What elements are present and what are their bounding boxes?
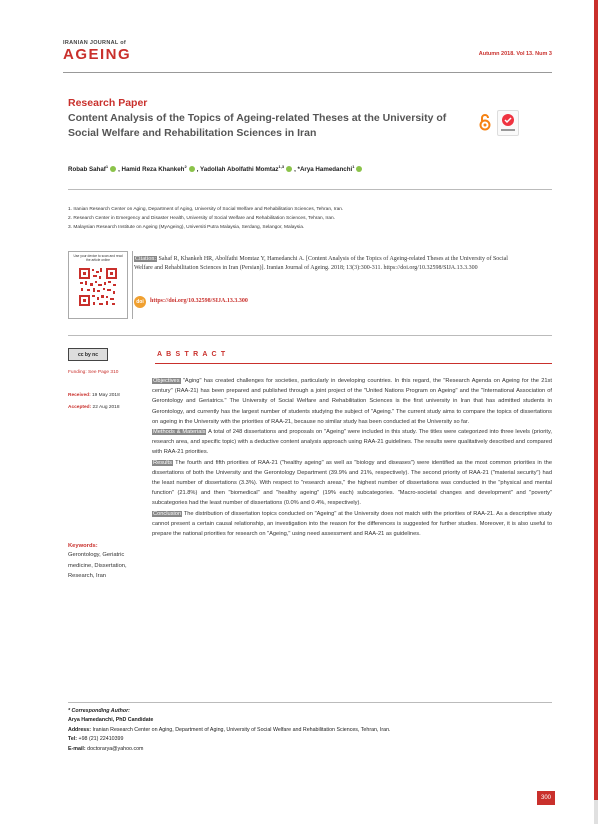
orcid-icon[interactable]	[189, 166, 195, 172]
cc-license-badge[interactable]: cc by nc	[68, 348, 108, 361]
header-divider	[63, 72, 552, 73]
divider	[68, 702, 552, 703]
qr-caption: Use your device to scan and read the article online	[73, 254, 123, 262]
open-access-icon	[478, 113, 492, 131]
accepted-date: Accepted: 22 Aug 2018	[68, 405, 120, 410]
citation-text: Citation: Sahaf R, Khankeh HR, Abolfathi Momtaz Y, Hamedanchi A. [Content Analysis of the Topics of Ageing-related Theses at the University of Social Welfare and Rehabilitation Sciences in Iran (Persian)]. Iranian Journal of Ageing. 2018; 13(3):300-311. https://doi.org/10.32598/SIJA.13.3.300	[134, 256, 508, 271]
received-date: Received: 19 May 2018	[68, 393, 120, 398]
doi-icon: doi	[134, 296, 146, 308]
section-label: Methods & Materials	[153, 429, 206, 436]
article-title: Content Analysis of the Topics of Ageing-related Theses at the University of Social Welfare and Rehabilitation Sciences in Iran	[68, 112, 447, 139]
corresponding-address: Address: Iranian Research Center on Aging, Department of Aging, University of Social Welfare and Rehabilitation Sciences, Tehran, Iran.	[68, 727, 391, 733]
section-label: Results	[153, 459, 172, 466]
divider	[68, 189, 552, 190]
journal-logo: AGEING	[63, 46, 132, 63]
section-label: Conclusion	[153, 510, 182, 517]
abstract-heading: A B S T R A C T	[157, 351, 227, 358]
abstract-body	[152, 376, 552, 539]
keywords-title: Keywords:	[68, 543, 98, 549]
author-name: Robab Sahaf	[68, 166, 106, 174]
orcid-icon[interactable]	[286, 166, 292, 172]
journal-name-top: IRANIAN JOURNAL of	[63, 40, 127, 46]
affiliation: 2. Research Center in Emergency and Disaster Health, University of Social Welfare and Rehabilitation Sciences, Tehran, Iran.	[68, 216, 335, 221]
corresponding-title: * Corresponding Author:	[68, 708, 130, 714]
page-edge-bar	[592, 0, 600, 824]
conclusion-text: The distribution of dissertation topics conducted on "Ageing" at the University does not match with the priorities of RAA-21. As a descriptive study cannot present a certain causal relationship, an investigation into the reason for the differences is suggested for further studies. Moreover, it is also useful to prepare the national priorities for research on "Ageing," using need assessment and RAA-21 as guidelines.	[152, 510, 552, 538]
qr-code-icon[interactable]	[78, 267, 118, 307]
author-list: Robab Sahaf$^1$ , Hamid Reza Khankeh$^2$ , Yadollah Abolfathi Momtaz$^{1,3}$ , *Arya Hamedanchi$^1$	[68, 164, 364, 173]
corresponding-tel: Tel: +98 (21) 22410399	[68, 736, 124, 742]
doi-link[interactable]: https://doi.org/10.32598/SIJA.13.3.300	[150, 298, 248, 304]
funding-info: Funding: See Page 310	[68, 370, 119, 375]
results-text: The fourth and fifth priorities of RAA-21 ("healthy ageing" as well as "biology and diseases") were identified as the most common priorities in the dissertations of both the University and the Gerontology Department (39.9% and 21%, respectively). The second priority of RAA-21 ("material security") had the least number of dissertations (3.3%). With respect to "research areas," the highest number of dissertations was conducted in the "physical and mental function" (21.8%) and then "biomedical" and "healthy ageing" (19% each) subcategories. "Macro-societal changes and development" and "poverty" subcategories had the least number of dissertations (0.0% and 0.4%, respectively).	[152, 459, 553, 507]
keywords: Gerontology, Geriatric medicine, Dissertation, Research, Iran	[68, 552, 127, 579]
crossmark-icon[interactable]	[497, 110, 519, 136]
section-label: Objectives	[153, 378, 180, 384]
abstract-divider	[155, 363, 552, 364]
affiliation: 1. Iranian Research Center on Aging, Department of Aging, University of Social Welfare and Rehabilitation Sciences, Tehran, Iran.	[68, 207, 344, 212]
corresponding-name: Arya Hamedanchi, PhD Candidate	[68, 717, 154, 723]
issue-info: Autumn 2018. Vol 13. Num 3	[478, 51, 552, 57]
orcid-icon[interactable]	[110, 166, 116, 172]
author-name: *Arya Hamedanchi	[297, 166, 353, 174]
orcid-icon[interactable]	[356, 166, 362, 172]
affiliation: 3. Malaysian Research Institute on Ageing (MyAgeing), Universiti Putra Malaysia, Serdang, Selangor, Malaysia.	[68, 225, 305, 230]
author-name: Hamid Reza Khankeh	[121, 166, 185, 174]
methods-text: A total of 248 dissertations and proposals on "Ageing" were included in this study. The titles were categorized into three levels (priority, research area, and specific topic) with a deductive content analysis approach using RAA-21 guidelines. The results were qualitatively described and compared with RAA-21 priorities.	[152, 429, 552, 456]
page-number: 300	[537, 791, 555, 805]
citation-label: Citation:	[135, 256, 156, 262]
article-type: Research Paper	[68, 97, 148, 109]
objectives-text: "Aging" has created challenges for societies, particularly in developing countries. In this regard, the "Research Agenda on Ageing for the 21st century" (RAA-21) has been prepared and published through a joint project of the "United Nations Program on Ageing" and the "International Association of Gerontology and Geriatrics." The University of Social Welfare and Rehabilitation Sciences is the first university in Iran that has admitted students in Gerontology, and currently has the largest number of students studying the subject of "Ageing." The current study aims to compare the topics of dissertations on ageing in the University with the priorities of RAA-21, because no similar study has been conducted at the University so far.	[152, 378, 552, 425]
author-name: Yadollah Abolfathi Momtaz	[200, 166, 279, 174]
corresponding-email: E-mail: doctorarya@yahoo.com	[68, 746, 144, 752]
divider	[68, 335, 552, 336]
